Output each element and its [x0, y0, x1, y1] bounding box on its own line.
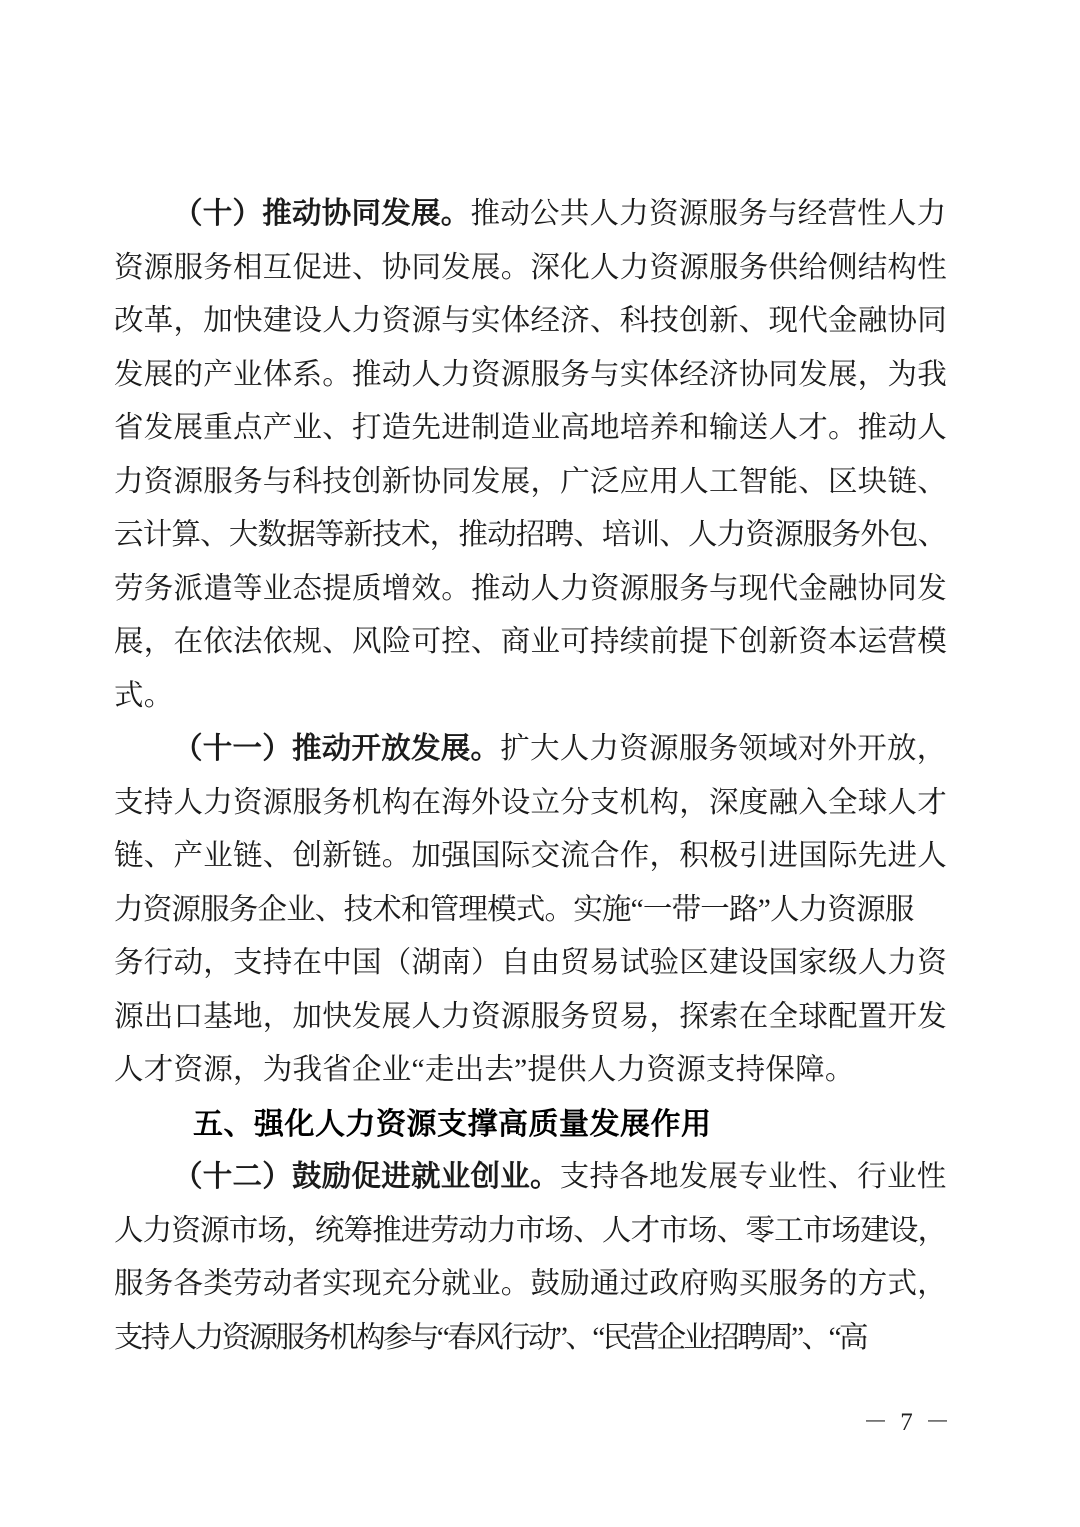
text-line: 链、产业链、创新链。加强国际交流合作，积极引进国际先进人 — [114, 840, 948, 872]
text-line: 支持人力资源服务机构在海外设立分支机构，深度融入全球人才 — [114, 786, 948, 819]
text-line: 力资源服务与科技创新协同发展，广泛应用人工智能、区块链、 — [114, 465, 948, 498]
text-line: 式。 — [114, 679, 174, 712]
item-10-first-text: 推动公共人力资源服务与经营性人力 — [470, 198, 947, 230]
item-10-title: （十）推动协同发展。 — [173, 198, 471, 230]
item-11-first-text: 扩大人力资源服务领域对外开放， — [500, 733, 947, 765]
text-line: 发展的产业体系。推动人力资源服务与实体经济协同发展，为我 — [114, 358, 948, 391]
text-line: 力资源服务企业、技术和管理模式。实施“一带一路”人力资源服 — [114, 893, 914, 926]
text-line: 云计算、大数据等新技术，推动招聘、培训、人力资源服务外包、 — [114, 519, 947, 551]
text-line: 源出口基地，加快发展人力资源服务贸易，探索在全球配置开发 — [114, 1000, 948, 1033]
text-line: 改革，加快建设人力资源与实体经济、科技创新、现代金融协同 — [114, 305, 948, 337]
section-5-heading: 五、强化人力资源支撑高质量发展作用 — [193, 1107, 712, 1141]
text-line: 人力资源市场，统筹推进劳动力市场、人才市场、零工市场建设， — [114, 1214, 947, 1247]
text-line: 人才资源，为我省企业“走出去”提供人力资源支持保障。 — [114, 1054, 855, 1086]
text-line: 务行动，支持在中国（湖南）自由贸易试验区建设国家级人力资 — [114, 947, 948, 979]
text-line: 劳务派遣等业态提质增效。推动人力资源服务与现代金融协同发 — [114, 572, 948, 605]
item-12-title: （十二）鼓励促进就业创业。 — [173, 1161, 560, 1193]
text-line: 支持人力资源服务机构参与“春风行动”、“民营企业招聘周”、“高 — [114, 1321, 866, 1354]
text-line: 服务各类劳动者实现充分就业。鼓励通过政府购买服务的方式， — [114, 1268, 948, 1300]
text-line: 资源服务相互促进、协同发展。深化人力资源服务供给侧结构性 — [114, 251, 948, 284]
para-10-first-line — [114, 188, 974, 242]
body-text — [114, 188, 974, 1365]
text-line: 省发展重点产业、打造先进制造业高地培养和输送人才。推动人 — [114, 412, 948, 444]
item-11-title: （十一）推动开放发展。 — [173, 733, 501, 765]
para-12-first-line — [114, 1151, 974, 1205]
para-11-first-line — [114, 723, 974, 777]
text-line: 展，在依法依规、风险可控、商业可持续前提下创新资本运营模 — [114, 626, 948, 658]
page-number: － 7 － — [862, 1409, 953, 1436]
item-12-first-text: 支持各地发展专业性、行业性 — [559, 1161, 947, 1193]
